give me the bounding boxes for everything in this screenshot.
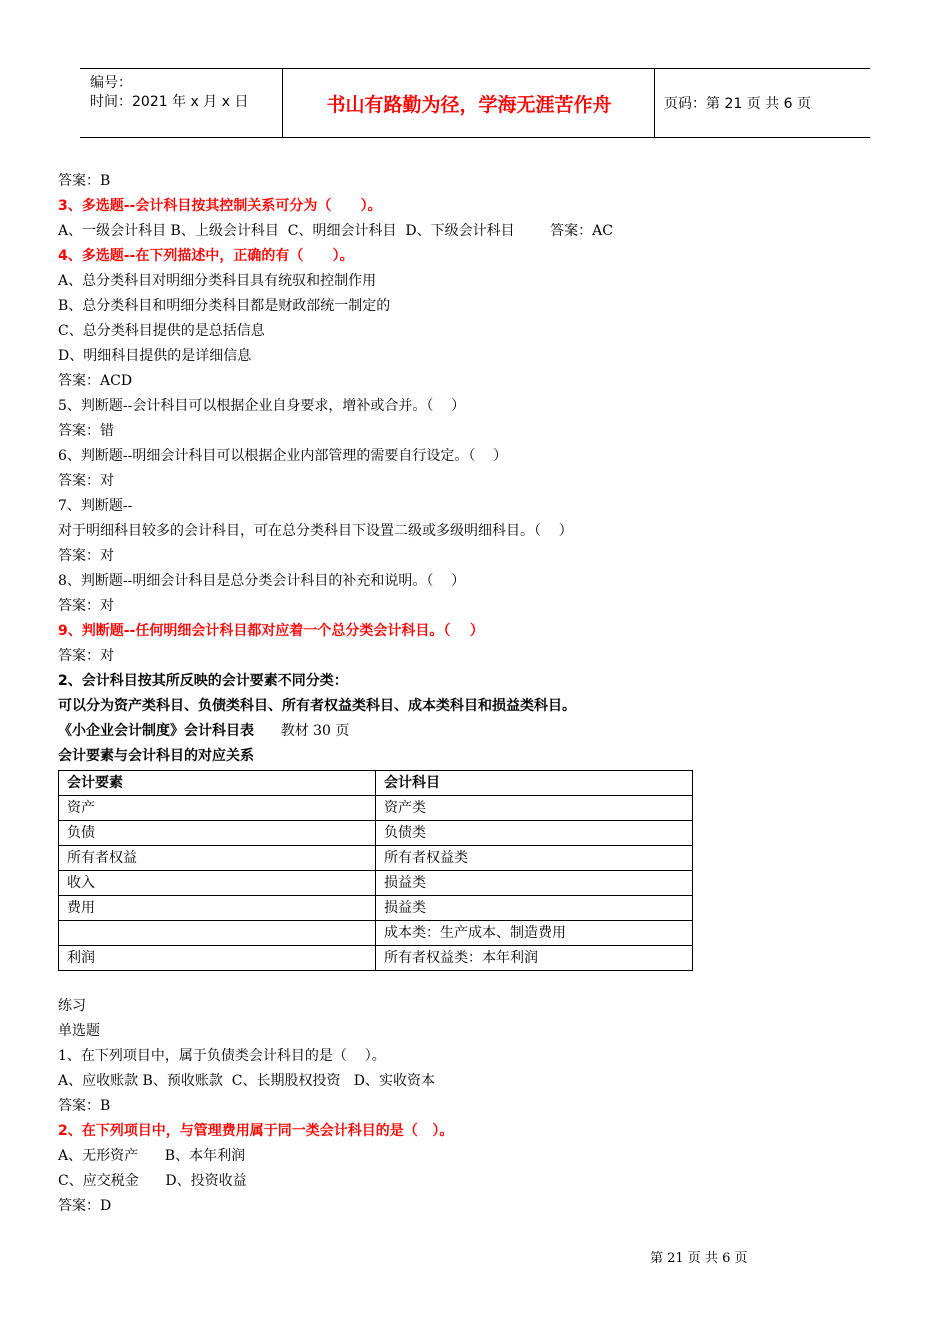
text-line: A、应收账款 B、预收账款 C、长期股权投资 D、实收资本 [58, 1073, 436, 1089]
date-label: 时间：2021 年 x 月 x 日 [90, 94, 249, 110]
text-line: 可以分为资产类科目、负债类科目、所有者权益类科目、成本类科目和损益类科目。 [58, 698, 576, 714]
text-line: 9、判断题--任何明细会计科目都对应着一个总分类会计科目。（ ） [58, 623, 484, 639]
text-line: 单选题 [58, 1023, 100, 1039]
text-line: 2、在下列项目中，与管理费用属于同一类会计科目的是（ ）。 [58, 1123, 454, 1139]
table-cell: 所有者权益类 [376, 846, 693, 871]
table-cell [59, 921, 376, 946]
table-cell: 资产 [59, 796, 376, 821]
text-line: 答案：对 [58, 648, 114, 664]
table-row [59, 846, 693, 871]
text-line: 5、判断题--会计科目可以根据企业自身要求，增补或合并。（ ） [58, 398, 466, 414]
text-line: 答案：D [58, 1198, 112, 1214]
text-line: C、总分类科目提供的是总括信息 [58, 323, 265, 339]
text-line: 对于明细科目较多的会计科目，可在总分类科目下设置二级或多级明细科目。（ ） [58, 523, 573, 539]
table-cell: 负债类 [376, 821, 693, 846]
table-cell: 损益类 [376, 896, 693, 921]
header-divider [654, 69, 655, 137]
text-line: A、无形资产 B、本年利润 [58, 1148, 246, 1164]
table-cell: 损益类 [376, 871, 693, 896]
text-line: 答案：B [58, 173, 111, 189]
table-row [59, 946, 693, 971]
table-row [59, 896, 693, 921]
table-cell: 收入 [59, 871, 376, 896]
text-line: 1、在下列项目中，属于负债类会计科目的是（ ）。 [58, 1048, 386, 1064]
header-motto: 书山有路勤为径，学海无涯苦作舟 [326, 93, 612, 116]
text-line: 答案：错 [58, 423, 114, 439]
text-line: 4、多选题--在下列描述中，正确的有（ ）。 [58, 248, 354, 264]
text-line: 答案：对 [58, 598, 114, 614]
text-line: 会计要素与会计科目的对应关系 [58, 748, 254, 764]
table-cell: 成本类：生产成本、制造费用 [376, 921, 693, 946]
text-line: 答案：B [58, 1098, 111, 1114]
text-line: 2、会计科目按其所反映的会计要素不同分类： [58, 673, 348, 689]
text-line: 3、多选题--会计科目按其控制关系可分为（ ）。 [58, 198, 382, 214]
text-block-exercises [58, 994, 878, 1219]
text-line: 7、判断题-- [58, 498, 133, 514]
textbook-reference: 教材 30 页 [254, 723, 350, 739]
page-footer: 第 21 页 共 6 页 [650, 1251, 748, 1266]
text-line: 练习 [58, 998, 86, 1014]
number-label: 编号： [90, 75, 132, 91]
text-line: 答案：ACD [58, 373, 133, 389]
header-page-info: 页码：第 21 页 共 6 页 [664, 96, 811, 112]
text-line: 答案：对 [58, 473, 114, 489]
table-row [59, 921, 693, 946]
text-line: A、总分类科目对明细分类科目具有统驭和控制作用 [58, 273, 377, 289]
text-line: C、应交税金 D、投资收益 [58, 1173, 247, 1189]
text-line: 8、判断题--明细会计科目是总分类会计科目的补充和说明。（ ） [58, 573, 466, 589]
text-line: 6、判断题--明细会计科目可以根据企业内部管理的需要自行设定。（ ） [58, 448, 508, 464]
table-cell: 负债 [59, 821, 376, 846]
text-line: A、一级会计科目 B、上级会计科目 C、明细会计科目 D、下级会计科目 答案：AC [58, 223, 614, 239]
text-line [58, 719, 878, 744]
text-block-questions [58, 169, 878, 769]
table-cell: 费用 [59, 896, 376, 921]
table-caption: 《小企业会计制度》会计科目表 [58, 723, 254, 739]
text-line: B、总分类科目和明细分类科目都是财政部统一制定的 [58, 298, 391, 314]
table-row [59, 796, 693, 821]
header-meta [90, 74, 248, 112]
table-row [59, 871, 693, 896]
table-header-cell: 会计要素 [59, 771, 376, 796]
table-cell: 所有者权益类：本年利润 [376, 946, 693, 971]
text-line: D、明细科目提供的是详细信息 [58, 348, 252, 364]
element-account-table [58, 770, 693, 971]
table-row [59, 821, 693, 846]
table-cell: 资产类 [376, 796, 693, 821]
table-cell: 利润 [59, 946, 376, 971]
document-body [58, 169, 878, 1219]
page-header [80, 68, 870, 138]
table-header-row [59, 771, 693, 796]
text-line: 答案：对 [58, 548, 114, 564]
table-header-cell: 会计科目 [376, 771, 693, 796]
table-cell: 所有者权益 [59, 846, 376, 871]
